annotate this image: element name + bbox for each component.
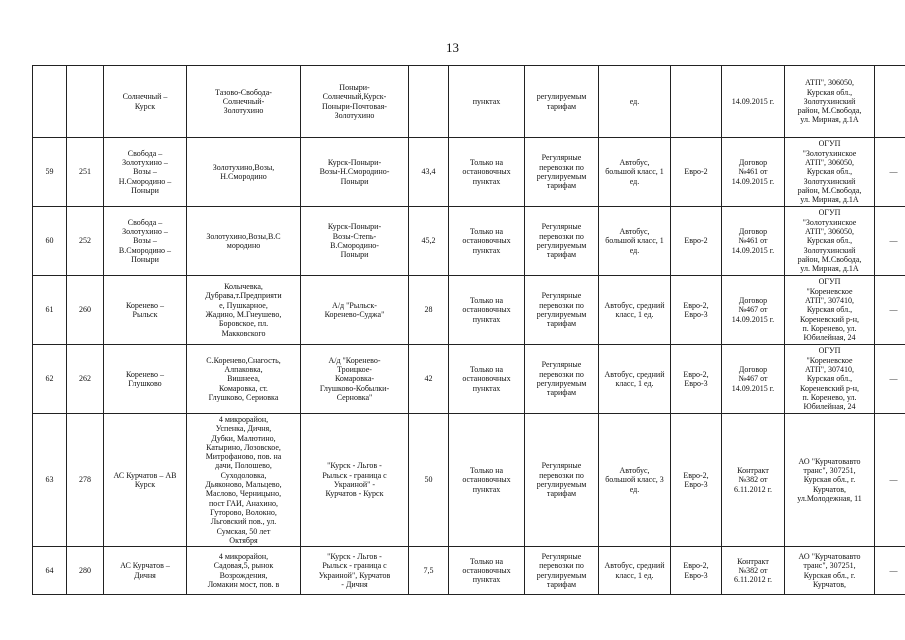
vehicle-class-cell: Автобус, большой класс, 1 ед. <box>599 138 671 207</box>
carrier-cell: АО "Курчатовавто транс", 307251, Курская обл., г. Курчатов, ул.Молодежная, 11 <box>785 414 875 547</box>
route-number-cell: 61 <box>33 276 67 345</box>
vehicle-class-cell: Автобус, большой класс, 3 ед. <box>599 414 671 547</box>
route-name-cell: Свобода – Золотухино – Возы – В.Смородино – Поныри <box>104 207 187 276</box>
contract-cell: Договор №461 от 14.09.2015 г. <box>722 207 785 276</box>
transport-type-cell: Регулярные перевозки по регулируемым тарифам <box>525 345 599 414</box>
extra-info-cell: — <box>875 547 905 595</box>
registry-number-cell <box>67 66 104 138</box>
intermediate-stops-cell: Золотухино,Возы, Н.Смородино <box>187 138 301 207</box>
transport-type-cell: Регулярные перевозки по регулируемым тарифам <box>525 414 599 547</box>
intermediate-stops-cell: Золотухино,Возы,В.С мородино <box>187 207 301 276</box>
route-number-cell <box>33 66 67 138</box>
carrier-cell: АТП", 306050, Курская обл., Золотухинский район, М.Свобода, ул. Мирная, д.1А <box>785 66 875 138</box>
route-roads-cell: Курск-Поныри- Возы-Степь- В.Смородино- Поныри <box>301 207 409 276</box>
transport-type-cell: Регулярные перевозки по регулируемым тарифам <box>525 276 599 345</box>
carrier-cell: ОГУП "Кореневское АТП", 307410, Курская обл., Кореневский р-н, п. Коренево, ул. Юбилейная, 24 <box>785 276 875 345</box>
extra-info-cell <box>875 66 905 138</box>
route-roads-cell: А/д "Коренево- Троицкое- Комаровка- Глушково-Кобылки- Серновка" <box>301 345 409 414</box>
extra-info-cell: — <box>875 414 905 547</box>
vehicle-class-cell: Автобус, средний класс, 1 ед. <box>599 276 671 345</box>
route-name-cell: Коренево – Рыльск <box>104 276 187 345</box>
contract-cell: Договор №467 от 14.09.2015 г. <box>722 276 785 345</box>
extra-info-cell: — <box>875 345 905 414</box>
contract-cell: Контракт №382 от 6.11.2012 г. <box>722 414 785 547</box>
intermediate-stops-cell: 4 микрорайон, Садовая,5, рынок Возрождения, Ломакин мост, пов. в <box>187 547 301 595</box>
contract-cell: 14.09.2015 г. <box>722 66 785 138</box>
registry-number-cell: 252 <box>67 207 104 276</box>
route-number-cell: 60 <box>33 207 67 276</box>
route-name-cell: АС Курчатов – АВ Курск <box>104 414 187 547</box>
eco-class-cell <box>671 66 722 138</box>
route-number-cell: 63 <box>33 414 67 547</box>
route-roads-cell: Поныри- Солнечный,Курск- Поныри-Почтовая- Золотухино <box>301 66 409 138</box>
route-name-cell: АС Курчатов – Дичня <box>104 547 187 595</box>
carrier-cell: АО "Курчатовавто транс", 307251, Курская обл., г. Курчатов, <box>785 547 875 595</box>
contract-cell: Договор №461 от 14.09.2015 г. <box>722 138 785 207</box>
route-number-cell: 62 <box>33 345 67 414</box>
registry-number-cell: 262 <box>67 345 104 414</box>
route-roads-cell: "Курск - Льгов - Рыльск - граница с Украиной" - Курчатов - Курск <box>301 414 409 547</box>
table-row <box>33 345 905 414</box>
transport-type-cell: регулируемым тарифам <box>525 66 599 138</box>
registry-number-cell: 278 <box>67 414 104 547</box>
extra-info-cell: — <box>875 276 905 345</box>
boarding-order-cell: Только на остановочных пунктах <box>449 345 525 414</box>
table-row <box>33 66 905 138</box>
carrier-cell: ОГУП "Золотухинское АТП", 306050, Курская обл., Золотухинский район, М.Свобода, ул. Мирная, д.1А <box>785 207 875 276</box>
table-row <box>33 414 905 547</box>
route-number-cell: 59 <box>33 138 67 207</box>
intermediate-stops-cell: 4 микрорайон, Успенка, Дичня, Дубки, Малютино, Катырино, Лозовское, Митрофаново, пов. на дачи, Полошево, Суходоловка, Дьяконово, Мальцево, Маслово, Черницыно, пост ГАИ, Анахино, Гуторово, Волокно, Льговский пов., ул. Сумская, 50 лет Октября <box>187 414 301 547</box>
carrier-cell: ОГУП "Кореневское АТП", 307410, Курская обл., Кореневский р-н, п. Коренево, ул. Юбилейная, 24 <box>785 345 875 414</box>
table-row <box>33 207 905 276</box>
boarding-order-cell: Только на остановочных пунктах <box>449 547 525 595</box>
carrier-cell: ОГУП "Золотухинское АТП", 306050, Курская обл., Золотухинский район, М.Свобода, ул. Мирная, д.1А <box>785 138 875 207</box>
registry-number-cell: 260 <box>67 276 104 345</box>
transport-type-cell: Регулярные перевозки по регулируемым тарифам <box>525 207 599 276</box>
eco-class-cell: Евро-2, Евро-3 <box>671 345 722 414</box>
extra-info-cell: — <box>875 138 905 207</box>
contract-cell: Контракт №382 от 6.11.2012 г. <box>722 547 785 595</box>
route-number-cell: 64 <box>33 547 67 595</box>
vehicle-class-cell: Автобус, большой класс, 1 ед. <box>599 207 671 276</box>
boarding-order-cell: Только на остановочных пунктах <box>449 414 525 547</box>
vehicle-class-cell: Автобус, средний класс, 1 ед. <box>599 547 671 595</box>
table-row <box>33 276 905 345</box>
route-length-cell: 45,2 <box>409 207 449 276</box>
route-name-cell: Солнечный – Курск <box>104 66 187 138</box>
routes-table <box>32 65 905 595</box>
eco-class-cell: Евро-2 <box>671 138 722 207</box>
intermediate-stops-cell: Колычевка, Дубрава,т.Предприяти е, Пушкарное, Жадино, М.Гнеушево, Боровское, пл. Макковского <box>187 276 301 345</box>
route-roads-cell: "Курск - Льгов - Рыльск - граница с Украиной", Курчатов - Дичня <box>301 547 409 595</box>
intermediate-stops-cell: С.Коренево,Снагость, Алпаковка, Вишнееа, Комаровка, ст. Глушково, Сериовка <box>187 345 301 414</box>
contract-cell: Договор №467 от 14.09.2015 г. <box>722 345 785 414</box>
table-row <box>33 547 905 595</box>
eco-class-cell: Евро-2, Евро-3 <box>671 276 722 345</box>
vehicle-class-cell: Автобус, средний класс, 1 ед. <box>599 345 671 414</box>
transport-type-cell: Регулярные перевозки по регулируемым тарифам <box>525 547 599 595</box>
registry-number-cell: 251 <box>67 138 104 207</box>
transport-type-cell: Регулярные перевозки по регулируемым тарифам <box>525 138 599 207</box>
table-row <box>33 138 905 207</box>
eco-class-cell: Евро-2 <box>671 207 722 276</box>
intermediate-stops-cell: Тазово-Свобода- Солнечный- Золотухино <box>187 66 301 138</box>
vehicle-class-cell: ед. <box>599 66 671 138</box>
route-length-cell <box>409 66 449 138</box>
route-roads-cell: Курск-Поныри- Возы-Н.Смородино- Поныри <box>301 138 409 207</box>
eco-class-cell: Евро-2, Евро-3 <box>671 414 722 547</box>
boarding-order-cell: Только на остановочных пунктах <box>449 276 525 345</box>
page-number: 13 <box>446 40 459 55</box>
route-length-cell: 28 <box>409 276 449 345</box>
route-length-cell: 7,5 <box>409 547 449 595</box>
eco-class-cell: Евро-2, Евро-3 <box>671 547 722 595</box>
boarding-order-cell: Только на остановочных пунктах <box>449 138 525 207</box>
boarding-order-cell: Только на остановочных пунктах <box>449 207 525 276</box>
route-name-cell: Свобода – Золотухино – Возы – Н.Смородино – Поныри <box>104 138 187 207</box>
route-name-cell: Коренево – Глушково <box>104 345 187 414</box>
boarding-order-cell: пунктах <box>449 66 525 138</box>
registry-number-cell: 280 <box>67 547 104 595</box>
route-length-cell: 42 <box>409 345 449 414</box>
extra-info-cell: — <box>875 207 905 276</box>
route-length-cell: 43,4 <box>409 138 449 207</box>
route-roads-cell: А/д "Рыльск- Коренево-Суджа" <box>301 276 409 345</box>
route-length-cell: 50 <box>409 414 449 547</box>
